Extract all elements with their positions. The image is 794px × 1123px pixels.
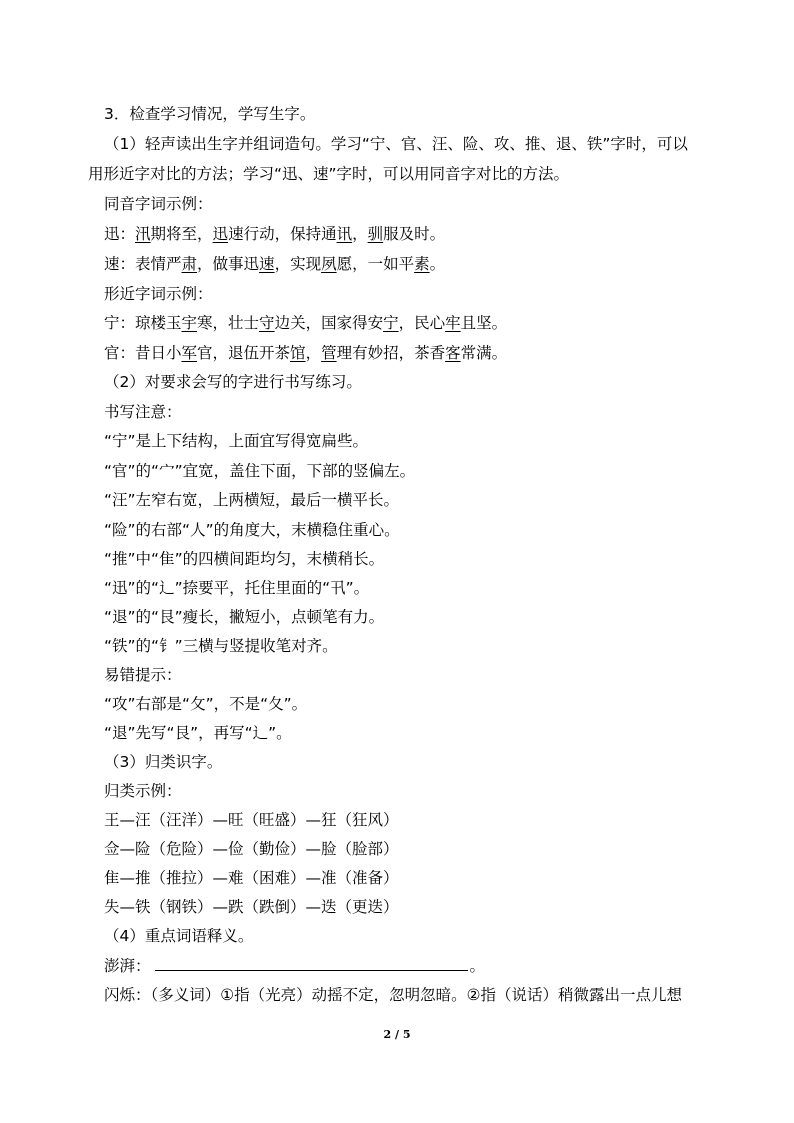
similar-heading: 形近字词示例： [104,285,213,303]
pengpai-label: 澎湃： [104,957,151,975]
error-note: “退”先写“艮”，再写“辶”。 [104,724,292,742]
underlined-character: 汛 [135,225,151,243]
pengpai-end: 。 [469,957,486,975]
writing-note: “官”的“宀”宜宽，盖住下面，下部的竖偏左。 [104,462,416,480]
example-text: 边关，国家得安 [274,314,384,332]
example-text: 且坚。 [460,314,508,332]
writing-note: “汪”左窄右宽，上两横短，最后一横平长。 [104,491,400,509]
underlined-character: 讯 [336,225,353,243]
paragraph-1-line-1: （1）轻声读出生字并组词造句。学习“宁、官、汪、险、攻、推、退、铁”字时，可以 [104,135,688,153]
underlined-character: 牢 [445,314,461,332]
underlined-character: 军 [181,344,198,362]
category-line: 王—汪（汪洋）—旺（旺盛）—狂（狂风） [104,811,399,829]
example-text: 官，退伍开茶 [197,344,291,362]
example-text: 理有妙招，茶香 [336,344,446,362]
example-text: ，做事迅 [197,255,260,273]
example-text: 。 [429,255,446,273]
paragraph-3: （3）归类识字。 [104,753,223,771]
page-number: 2 / 5 [383,1028,411,1041]
underlined-character: 速 [259,255,275,273]
paragraph-1-line-2: 用形近字对比的方法；学习“迅、速”字时，可以用同音字对比的方法。 [88,165,570,183]
example-text: ， [352,225,368,243]
example-text: 常满。 [460,344,508,362]
example-text: 寒，壮士 [197,314,260,332]
pengpai-line [104,956,485,976]
error-heading: 易错提示： [104,666,182,684]
category-line: 隹—推（推拉）—难（困难）—准（准备） [104,869,399,887]
underlined-character: 客 [445,344,461,362]
category-heading: 归类示例： [104,782,182,800]
example-text: 服及时。 [383,225,446,243]
underlined-character: 守 [259,314,275,332]
example-text: ，实现 [274,255,322,273]
homophone-heading: 同音字词示例： [104,195,213,213]
underlined-character: 管 [321,344,337,362]
fill-in-blank[interactable] [155,956,468,971]
section-title: 3．检查学习情况，学写生字。 [104,105,316,123]
example-text: 期将至， [150,225,213,243]
writing-note: “宁”是上下结构，上面宜写得宽扁些。 [104,432,369,450]
writing-note: “推”中“隹”的四横间距均匀，末横稍长。 [104,550,385,568]
example-text: ，民心 [398,314,446,332]
example-text: ， [305,344,322,362]
underlined-character: 夙 [321,255,337,273]
underlined-character: 馆 [290,344,306,362]
writing-heading: 书写注意： [104,403,182,421]
example-text: 速：表情严 [104,255,182,273]
writing-note: “退”的“艮”瘦长，撇短小，点顿笔有力。 [104,608,385,626]
example-text: 愿，一如平 [336,255,415,273]
category-line: 失—铁（钢铁）—跌（跌倒）—迭（更迭） [104,898,399,916]
writing-note: “险”的右部“人”的角度大，末横稳住重心。 [104,521,400,539]
paragraph-2: （2）对要求会写的字进行书写练习。 [104,373,362,391]
example-text: 速行动，保持通 [228,225,337,243]
shanshuo-line: 闪烁：（多义词）①指（光亮）动摇不定，忽明忽暗。②指（说话）稍微露出一点儿想 [104,986,683,1004]
error-note: “攻”右部是“攵”，不是“夂”。 [104,695,308,713]
underlined-character: 迅 [212,225,229,243]
writing-note: “迅”的“辶”捺要平，托住里面的“卂”。 [104,579,370,597]
underlined-character: 肃 [181,255,198,273]
example-text: 宁：琼楼玉 [104,314,182,332]
underlined-character: 宁 [383,314,399,332]
paragraph-4: （4）重点词语释义。 [104,927,254,945]
underlined-character: 素 [414,255,430,273]
su-example-line [104,254,445,274]
guan-example-line [104,343,507,363]
underlined-character: 驯 [367,225,384,243]
example-text: 官：昔日小 [104,344,182,362]
underlined-character: 宇 [181,314,198,332]
example-text: 迅： [104,225,136,243]
writing-note: “铁”的“钅”三横与竖提收笔对齐。 [104,637,338,655]
category-line: 佥—险（危险）—俭（勤俭）—脸（脸部） [104,840,399,858]
ning-example-line [104,313,507,333]
xun-example-line [104,224,445,244]
